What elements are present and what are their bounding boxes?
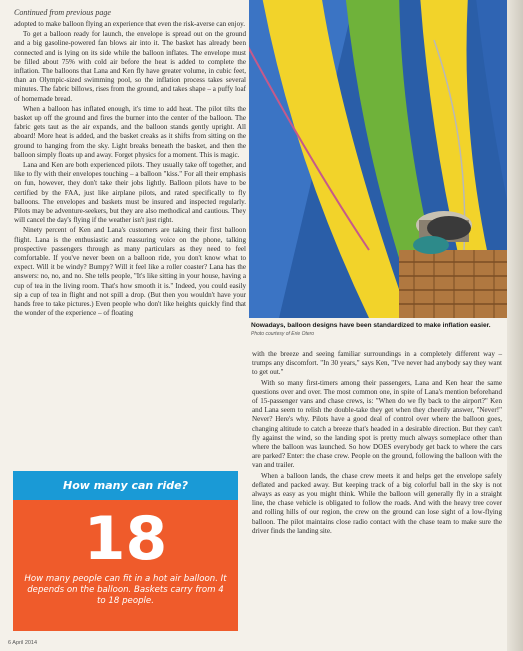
article-paragraph: To get a balloon ready for launch, the envelope is spread out on the ground and a big gasoline-powered fan blows air into it. The basket has already been connected and is lying on its side while the balloon inflates. The envelope must be filled about 75% with cold air before the heat is added to complete the inflation. The balloons that Lana and Ken fly have greater volume, in cubic feet, than an Olympic-sized swimming pool, so the inflation process takes several minutes. The fabric billows, rises from the ground, and takes shape – a puffy loaf of homemade bread.	[14, 30, 246, 103]
article-paragraph: with the breeze and seeing familiar surroundings in a completely different way – trumps any discomfort. "In 30 years," says Ken, "I've never had anybody say they want to get out."	[252, 350, 502, 377]
caption-text: Nowadays, balloon designs have been standardized to make inflation easier.	[251, 322, 491, 329]
article-paragraph: Lana and Ken are both experienced pilots. They usually take off together, and like to fly with their envelopes touching – a balloon "kiss." For all their emphasis on fun, however, they don't take their jobs lightly. Balloon pilots have to be certified by the FAA, just like airplane pilots, and rated specifically to fly balloons. The envelopes and baskets must be insured and inspected regularly. Pilots may be adventure-seekers, but they are also methodical and cautious. They will cancel the day's flying if the weather isn't just right.	[14, 161, 246, 225]
photo-caption	[251, 322, 503, 337]
sidebar-text: How many people can fit in a hot air balloon. It depends on the balloon. Baskets carry from 4 to 18 people.	[24, 574, 227, 606]
balloon-photo	[249, 0, 507, 318]
article-paragraph: When a balloon has inflated enough, it's time to add heat. The pilot tilts the basket up off the ground and fires the burner into the center of the balloon. The fabric gets taut as the air expands, and the balloon stands gently upright. All aboard! More heat is added, and the basket creaks as it shifts from sitting on the ground to hanging from the sky. Light breaks beneath the basket, and then the balloon simply floats up and away. Forget physics for a moment. This is magic.	[14, 104, 246, 159]
article-paragraph: adopted to make balloon flying an experience that even the risk-averse can enjoy.	[14, 20, 245, 28]
balloon-illustration	[249, 0, 507, 318]
page-gutter	[507, 0, 523, 651]
left-article-column	[14, 20, 246, 320]
continued-label: Continued from previous page	[14, 8, 111, 17]
article-paragraph: With so many first-timers among their passengers, Lana and Ken hear the same questions over and over. The most common one, in spite of Lana's mention beforehand of 15-passenger vans and chase crews, is: "When do we fly back to the airport?" Ken and Lana seem to relish the double-take they get when they cheerily answer, "Never!" Never? Here's why. Pilots have a good deal of control over where the balloon goes, changing altitude to catch a breeze that's headed in a desirable direction. But they can't fly against the wind, so the landing spot is pretty much always someplace other than where the balloon was launched. So how DOES everybody get back to where the cars are parked? Enter: the chase crew. People on the ground, following the balloon with the van and trailer.	[252, 378, 502, 470]
article-paragraph: When a balloon lands, the chase crew meets it and helps get the envelope safely deflated and packed away. But keeping track of a big colorful ball in the sky is not always as easy as you might think. While the balloon will generally fly in a straight line, the chase vehicle is obligated to follow the roads. And with the heavy tree cover and rolling hills of our region, the crew on the ground can lose sight of a low-flying balloon. The pilot maintains close radio contact with the chase team to make sure the driver finds the landing site.	[252, 471, 502, 535]
how-many-sidebar	[13, 471, 238, 631]
right-article-column	[252, 350, 502, 537]
sidebar-title: How many can ride?	[13, 471, 238, 500]
page-folio: 6 April 2014	[8, 640, 38, 646]
article-paragraph: Ninety percent of Ken and Lana's customers are taking their first balloon flight. Lana is the enthusiastic and reassuring voice on the phone, talking prospective passengers through as many particulars as they need to feel comfortable. If you've never been on a balloon ride, you don't know what to expect. Will it be windy? Bumpy? Will it feel like a roller coaster? Lana has the answers: no, no, and no. She tells people, "It's like sitting in your house, having a cup of tea in the living room. That's how smooth it is." Indeed, you could easily sip a cup of tea in flight and not spill a drop. (But then you wouldn't have your hands free to take pictures.) Even people who don't like heights quickly find that the wonder of the experience – of floating	[14, 226, 246, 318]
photo-credit: Photo courtesy of Erie Otero	[251, 331, 315, 337]
sidebar-number: 18	[83, 504, 168, 574]
